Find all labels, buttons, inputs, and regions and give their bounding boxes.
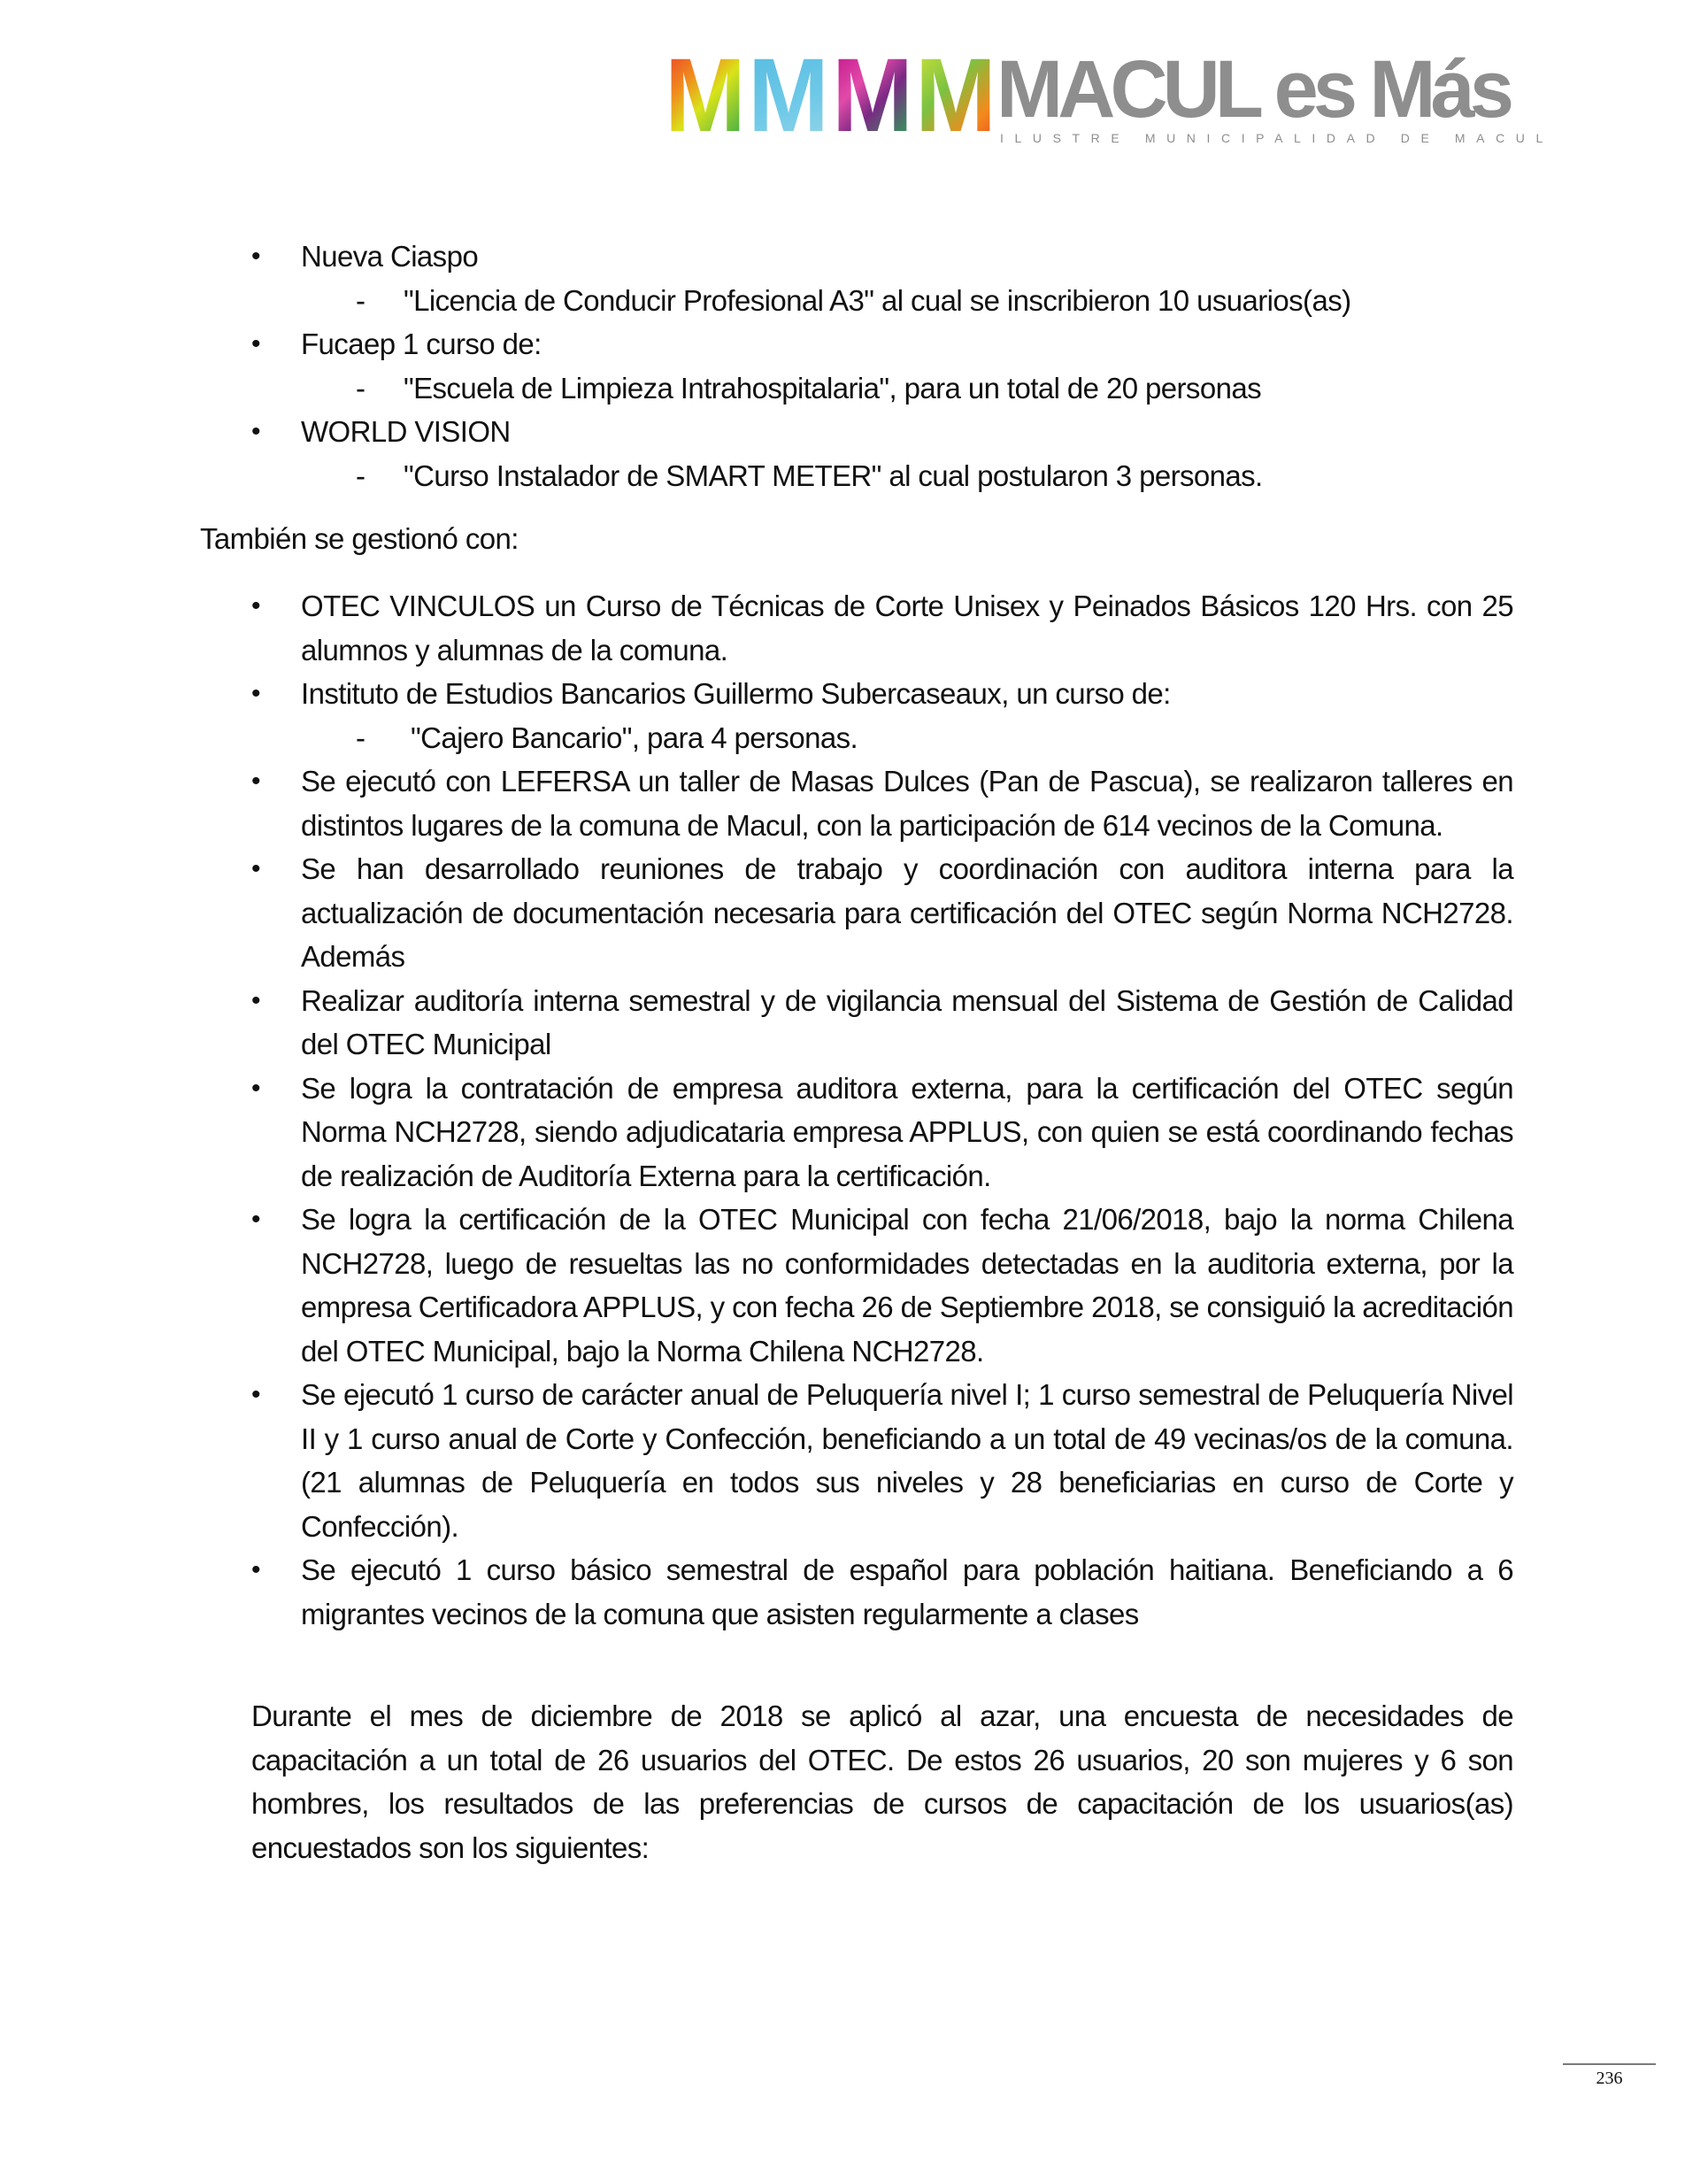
list-item — [200, 1067, 1513, 1198]
header-logo — [662, 37, 1554, 154]
logo-letter-m: M — [748, 37, 827, 154]
list-item — [200, 979, 1513, 1067]
list-item — [200, 235, 1527, 279]
list-item-text: Realizar auditoría interna semestral y de vigilancia mensual del Sistema de Gestión de Calidad del OTEC Municipal — [301, 983, 1513, 1060]
list-item — [200, 584, 1513, 672]
bullet-icon: • — [251, 242, 260, 271]
list-item — [200, 1373, 1513, 1548]
list-item — [200, 759, 1513, 847]
list-item-text: Se logra la contratación de empresa auditora externa, para la certificación del OTEC según Norma NCH2728, siendo adjudicataria empresa APPLUS, con quien se está coordinando fechas de realización de Auditoría Externa para la certificación. — [301, 1071, 1513, 1192]
bullet-icon: • — [251, 1555, 260, 1584]
sub-list-item-text: "Licencia de Conducir Profesional A3" al cual se inscribieron 10 usuarios(as) — [404, 283, 1351, 317]
list-item — [200, 672, 1513, 716]
bullet-icon: • — [251, 854, 260, 883]
list-item-label: Nueva Ciaspo — [301, 240, 479, 273]
list-item — [200, 847, 1513, 979]
list-item — [200, 1198, 1513, 1373]
list-item — [200, 410, 1527, 454]
list-item-text: Instituto de Estudios Bancarios Guillermo Subercaseaux, un curso de: — [301, 677, 1171, 710]
bullet-icon: • — [251, 417, 260, 446]
intro-paragraph: También se gestionó con: — [200, 522, 519, 555]
list-item-text: Se ejecutó 1 curso de carácter anual de Peluquería nivel I; 1 curso semestral de Peluquería Nivel II y 1 curso anual de Corte y Confección, beneficiando a un total de 49 vecinas/os de la comuna. (21 alumnas de Peluquería en todos sus niveles y 28 beneficiarias en curso de Corte y Confección). — [301, 1378, 1513, 1543]
bullet-icon: • — [251, 1205, 260, 1234]
sub-list-item-text: "Escuela de Limpieza Intrahospitalaria", para un total de 20 personas — [404, 371, 1261, 405]
bullet-icon: • — [251, 591, 260, 620]
logo-tagline: ILUSTRE MUNICIPALIDAD DE MACUL — [1000, 131, 1554, 145]
dash-icon: - — [356, 721, 365, 754]
logo-letter-m: M — [665, 37, 742, 154]
logo-mmmm-mark — [662, 37, 996, 154]
list-item-text: Se han desarrollado reuniones de trabajo y coordinación con auditora interna para la actualización de documentación necesaria para certificación del OTEC según Norma NCH2728. Además — [301, 852, 1513, 973]
list-item-text: OTEC VINCULOS un Curso de Técnicas de Corte Unisex y Peinados Básicos 120 Hrs. con 25 alumnos y alumnas de la comuna. — [301, 590, 1513, 667]
provider-list — [200, 235, 1527, 497]
sub-list-item — [200, 279, 1527, 323]
survey-paragraph: Durante el mes de diciembre de 2018 se aplicó al azar, una encuesta de necesidades de capacitación a un total de 26 usuarios del OTEC. De estos 26 usuarios, 20 son mujeres y 6 son hombres, los resultados de las preferencias de cursos de capacitación de los usuarios(as) encuestados son los siguientes: — [251, 1699, 1513, 1864]
list-item — [200, 1548, 1513, 1636]
list-item-text: Se ejecutó 1 curso básico semestral de español para población haitiana. Beneficiando a 6 migrantes vecinos de la comuna que asisten regularmente a clases — [301, 1553, 1513, 1630]
sub-list-item-text: "Curso Instalador de SMART METER" al cual postularon 3 personas. — [404, 459, 1263, 492]
bullet-icon: • — [251, 767, 260, 796]
bullet-icon: • — [251, 329, 260, 358]
sub-list-item — [200, 716, 1513, 760]
page-number: 236 — [1596, 2069, 1623, 2088]
logo-letter-m: M — [915, 37, 993, 154]
list-item-text: Se logra la certificación de la OTEC Municipal con fecha 21/06/2018, bajo la norma Chilena NCH2728, luego de resueltas las no conformidades detectadas en la auditoria externa, por la empresa Certificadora APPLUS, y con fecha 26 de Septiembre 2018, se consiguió la acreditación del OTEC Municipal, bajo la Norma Chilena NCH2728. — [301, 1203, 1513, 1368]
sub-list-item — [200, 366, 1527, 411]
footer-divider — [1563, 2063, 1656, 2065]
bullet-icon: • — [251, 679, 260, 708]
bullet-icon: • — [251, 1380, 260, 1409]
dash-icon: - — [356, 459, 365, 492]
dash-icon: - — [356, 283, 365, 317]
logo-wordmark: MACUL es Más — [996, 44, 1510, 135]
dash-icon: - — [356, 371, 365, 405]
activities-list — [200, 584, 1513, 1636]
list-item-text: Se ejecutó con LEFERSA un taller de Masas Dulces (Pan de Pascua), se realizaron talleres en distintos lugares de la comuna de Macul, con la participación de 614 vecinos de la Comuna. — [301, 765, 1513, 842]
list-item-label: WORLD VISION — [301, 415, 511, 448]
sub-list-item-text: "Cajero Bancario", para 4 personas. — [411, 721, 858, 754]
bullet-icon: • — [251, 985, 260, 1015]
list-item-label: Fucaep 1 curso de: — [301, 328, 542, 360]
bullet-icon: • — [251, 1073, 260, 1103]
list-item — [200, 322, 1527, 366]
logo-letter-m: M — [831, 37, 910, 154]
sub-list-item — [200, 454, 1527, 498]
